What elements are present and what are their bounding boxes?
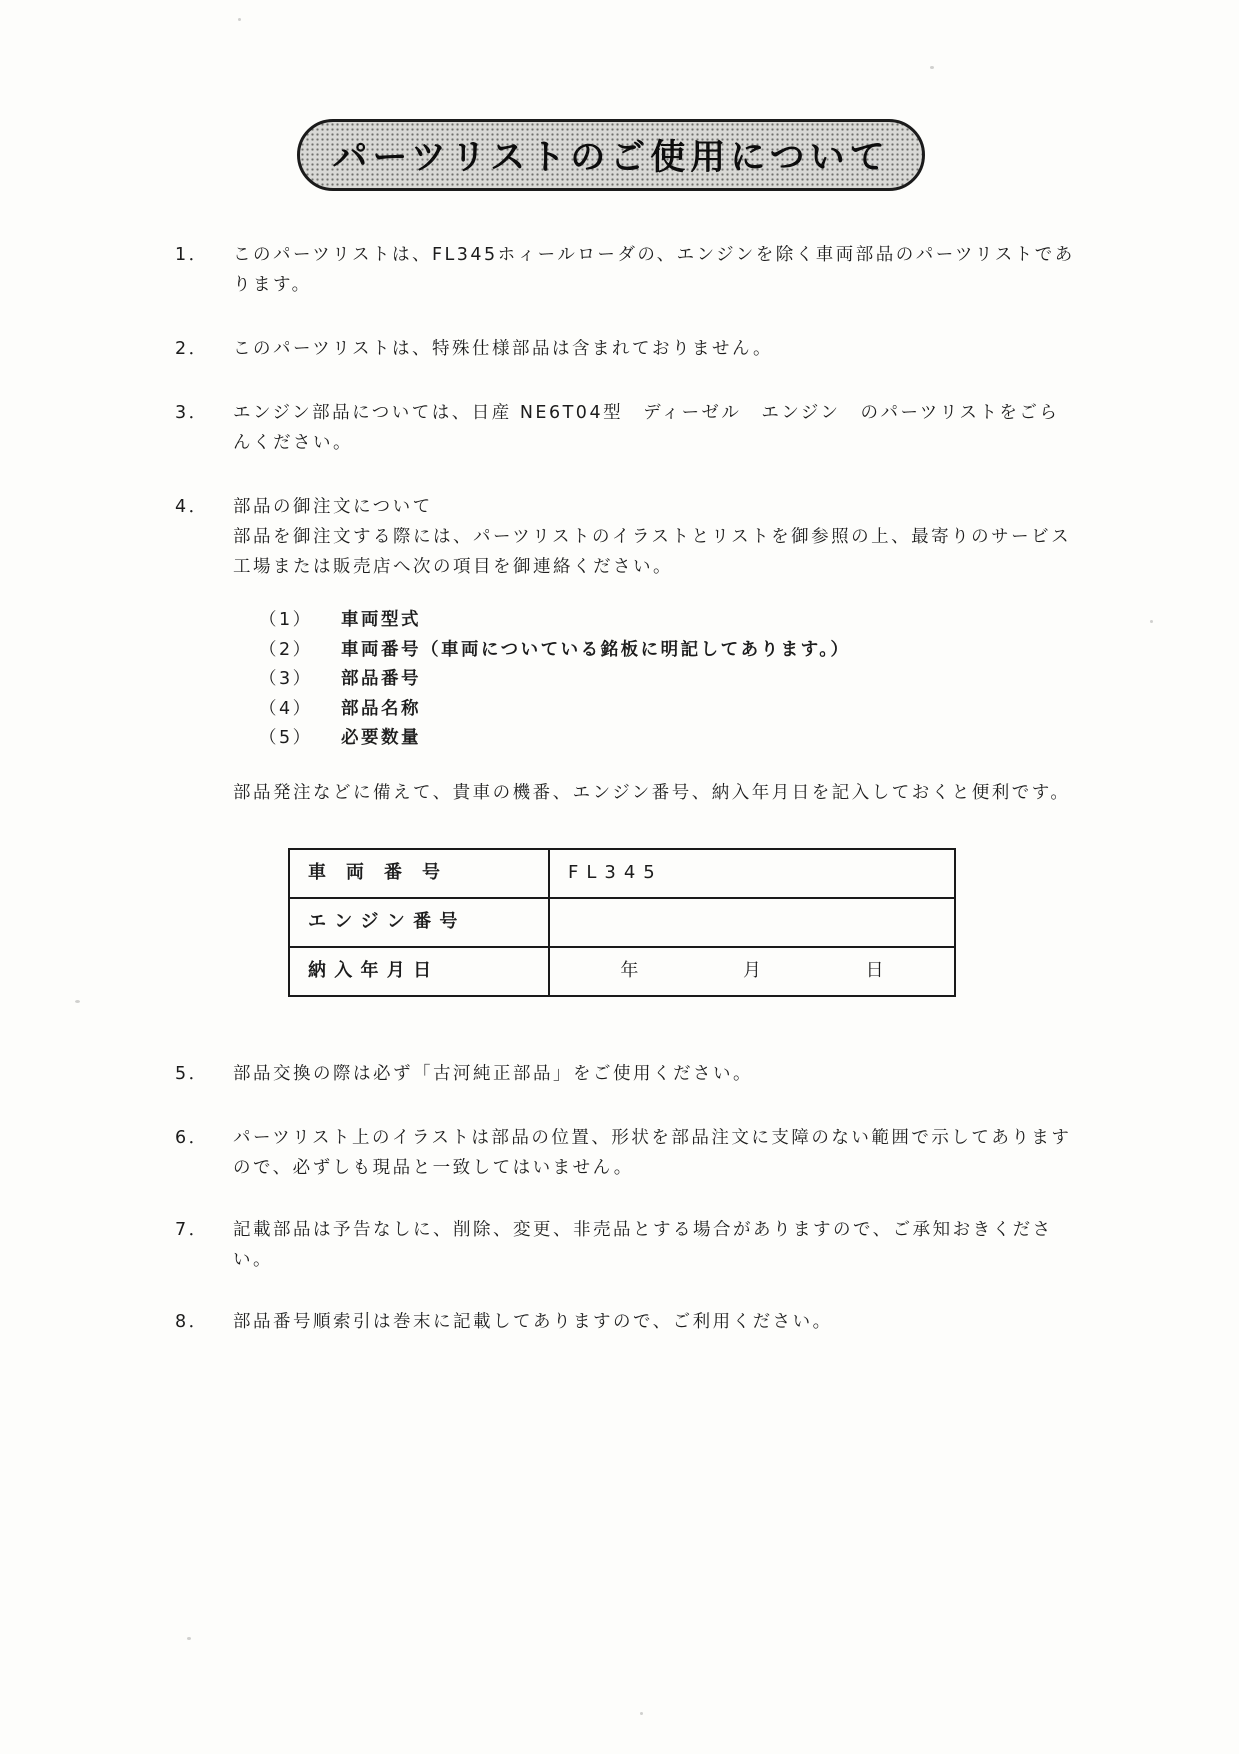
title-banner xyxy=(297,119,925,191)
order-item-number: （3） xyxy=(259,669,313,689)
item-text: 部品番号順索引は巻末に記載してありますので、ご利用ください。 xyxy=(233,1311,833,1332)
item-text: パーツリスト上のイラストは部品の位置、形状を部品注文に支障のない範囲で示してありますので、必ずしも現品と一致してはいません。 xyxy=(233,1127,1072,1178)
order-item-label: 車両型式 xyxy=(341,610,421,630)
order-item-number: （4） xyxy=(259,698,313,719)
order-item-label: 必要数量 xyxy=(341,728,421,748)
table-value-cell: FL345 xyxy=(549,849,955,898)
order-item-label: 車両番号（車両についている銘板に明記してあります。） xyxy=(341,639,851,660)
table-value-cell xyxy=(549,898,955,947)
order-item-2 xyxy=(259,636,1075,666)
order-item-number: （5） xyxy=(259,728,313,748)
year-label: 年 xyxy=(620,960,639,981)
item-text xyxy=(233,492,1075,997)
item-number: 6． xyxy=(175,1127,209,1148)
order-item-4 xyxy=(259,695,1075,725)
item-number: 8． xyxy=(175,1311,209,1332)
order-item-number: （1） xyxy=(259,610,313,630)
list-item-3 xyxy=(175,398,1075,458)
item-text: 部品交換の際は必ず「古河純正部品」をご使用ください。 xyxy=(233,1063,753,1084)
scan-speck xyxy=(930,66,934,69)
item-text: 記載部品は予告なしに、削除、変更、非売品とする場合がありますので、ご承知おきください。 xyxy=(233,1219,1053,1270)
item-number: 3． xyxy=(175,403,209,423)
order-item-number: （2） xyxy=(259,639,313,660)
item-number: 5． xyxy=(175,1063,209,1084)
item-number: 2． xyxy=(175,339,209,359)
table-label-cell: 納 入 年 月 日 xyxy=(289,947,549,996)
item-text: このパーツリストは、特殊仕様部品は含まれておりません。 xyxy=(233,339,773,359)
list-item-7 xyxy=(175,1215,1075,1275)
list-item-1 xyxy=(175,240,1075,300)
item-number: 4． xyxy=(175,497,209,517)
document-body xyxy=(175,240,1075,1369)
order-sublist xyxy=(259,606,1075,754)
month-label: 月 xyxy=(742,960,761,981)
list-item-2 xyxy=(175,334,1075,364)
table-row-engine-number xyxy=(289,898,955,947)
scan-speck xyxy=(238,18,241,21)
scan-speck xyxy=(1150,620,1153,623)
delivery-date-fields xyxy=(568,956,936,986)
page-title: パーツリストのご使用について xyxy=(332,138,890,178)
list-item-6 xyxy=(175,1123,1075,1183)
list-item-8 xyxy=(175,1307,1075,1337)
scan-speck xyxy=(640,1712,643,1715)
order-item-5 xyxy=(259,724,1075,754)
item-number: 7． xyxy=(175,1219,209,1240)
order-item-1 xyxy=(259,606,1075,636)
scan-speck xyxy=(75,1000,80,1003)
item-number: 1． xyxy=(175,245,209,265)
note-paragraph: 部品発注などに備えて、貴車の機番、エンジン番号、納入年月日を記入しておくと便利です。 xyxy=(233,782,1071,803)
vehicle-info-table xyxy=(288,848,956,997)
table-label-cell: エ ン ジ ン 番 号 xyxy=(289,898,549,947)
order-item-label: 部品名称 xyxy=(341,698,421,719)
scan-speck xyxy=(187,1637,191,1640)
table-row-delivery-date xyxy=(289,947,955,996)
table-row-vehicle-number xyxy=(289,849,955,898)
day-label: 日 xyxy=(865,960,884,981)
list-item-4 xyxy=(175,492,1075,997)
order-item-label: 部品番号 xyxy=(341,669,421,689)
item-paragraph: 部品を御注文する際には、パーツリストのイラストとリストを御参照の上、最寄りのサービス工場または販売店へ次の項目を御連絡ください。 xyxy=(233,527,1072,577)
item-text: このパーツリストは、FL345ホィールローダの、エンジンを除く車両部品のパーツリストであります。 xyxy=(233,245,1075,295)
table-value-cell xyxy=(549,947,955,996)
table-label-cell: 車 両 番 号 xyxy=(289,849,549,898)
item-text: エンジン部品については、日産 NE6T04型 ディーゼル エンジン のパーツリストをごらんください。 xyxy=(233,403,1060,453)
list-item-5 xyxy=(175,1059,1075,1089)
item-heading: 部品の御注文について xyxy=(233,497,433,517)
order-item-3 xyxy=(259,665,1075,695)
